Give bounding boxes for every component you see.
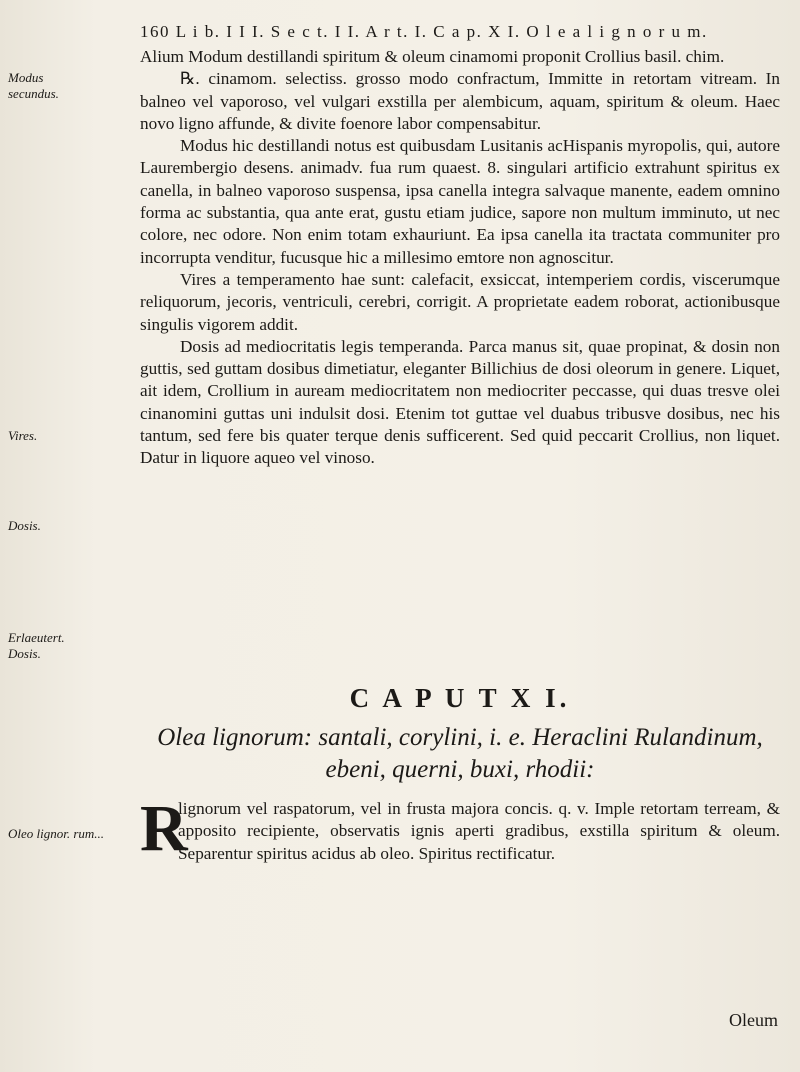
- paragraph-dosis: Dosis ad mediocritatis legis temperanda. Parca manus sit, quae propinat, & dosin non guttis, sed guttam dosibus dimetiatur, eleganter Billichius de dosi oleorum in genere. Liquet, ait idem, Crollium in auream mediocritatem non mediocriter peccasse, qui duas tresve olei cinanomini guttas uni indulsit dosi. Etenim tot guttae vel duabus tribusve dosibus, nec his tantum, sed fere bis quater terque denis sufficerent. Sed quid peccarit Crollius, non liquet. Datur in liquore aqueo vel vinoso.: [140, 336, 780, 468]
- margin-note: Dosis.: [8, 646, 41, 661]
- margin-note: Oleo lignor. rum...: [8, 826, 105, 841]
- catchword: Oleum: [729, 1010, 778, 1030]
- paragraph-vires: Vires a temperamento hae sunt: calefacit, exsiccat, intemperiem cordis, viscerumque reliquorum, jecoris, ventriculi, cerebri, corrigit. A proprietate eadem roborat, actionibusque singulis vigorem addit.: [140, 269, 780, 334]
- drop-cap: R: [140, 792, 188, 865]
- paragraph-alium-modum: Alium Modum destillandi spiritum & oleum cinamomi proponit Crollius basil. chim.: [140, 47, 725, 66]
- margin-note: Modus: [8, 70, 44, 85]
- margin-note: secundus.: [8, 86, 59, 101]
- body-text: [140, 46, 780, 470]
- paragraph-modus: Modus hic destillandi notus est quibusdam Lusitanis acHispanis myropolis, qui, autore Laurembergio desens. animadv. fua rum quaest. 8. singulari artificio extrahunt spiritus ex canella, in balneo vaporoso suspensa, ipsa canella integra salvaque manente, eadem omnino forma ac substantia, qua ante erat, gustu etiam judice, sapore non multum imminuto, ut nec colore, nec odore. Non enim totam exhauriunt. Ea ipsa canella ita tractata communiter pro incorrupta venditur, fucusque hic a millesimo emtore non agnoscitur.: [140, 136, 780, 267]
- recipe-paragraph: lignorum vel raspatorum, vel in frusta majora concis. q. v. Imple retortam terream, & apposito recipiente, observatis ignis aperti gradibus, exstilla spiritum & oleum. Separentur spiritus acidus ab oleo. Spiritus rectificatur.: [178, 799, 780, 863]
- margin-note: Erlaeutert.: [8, 630, 65, 645]
- chapter-subtitle: Olea lignorum: santali, corylini, i. e. Heraclini Rulandinum, ebeni, querni, buxi, rhodii:: [157, 724, 763, 783]
- paragraph-recipe-cinamom: ℞. cinamom. selectiss. grosso modo confractum, Immitte in retortam vitream. In balneo vel vaporoso, vel vulgari exstilla per alembicum, aquam, spiritum & oleum. Haec novo ligno affunde, & divite foenore labor compensabitur.: [140, 69, 780, 133]
- margin-note: Dosis.: [8, 518, 41, 533]
- margin-note: Vires.: [8, 428, 38, 443]
- chapter-title: C A P U T X I.: [349, 683, 571, 713]
- running-header: 160 L i b. I I I. S e c t. I I. A r t. I. C a p. X I. O l e a l i g n o r u m.: [140, 22, 708, 41]
